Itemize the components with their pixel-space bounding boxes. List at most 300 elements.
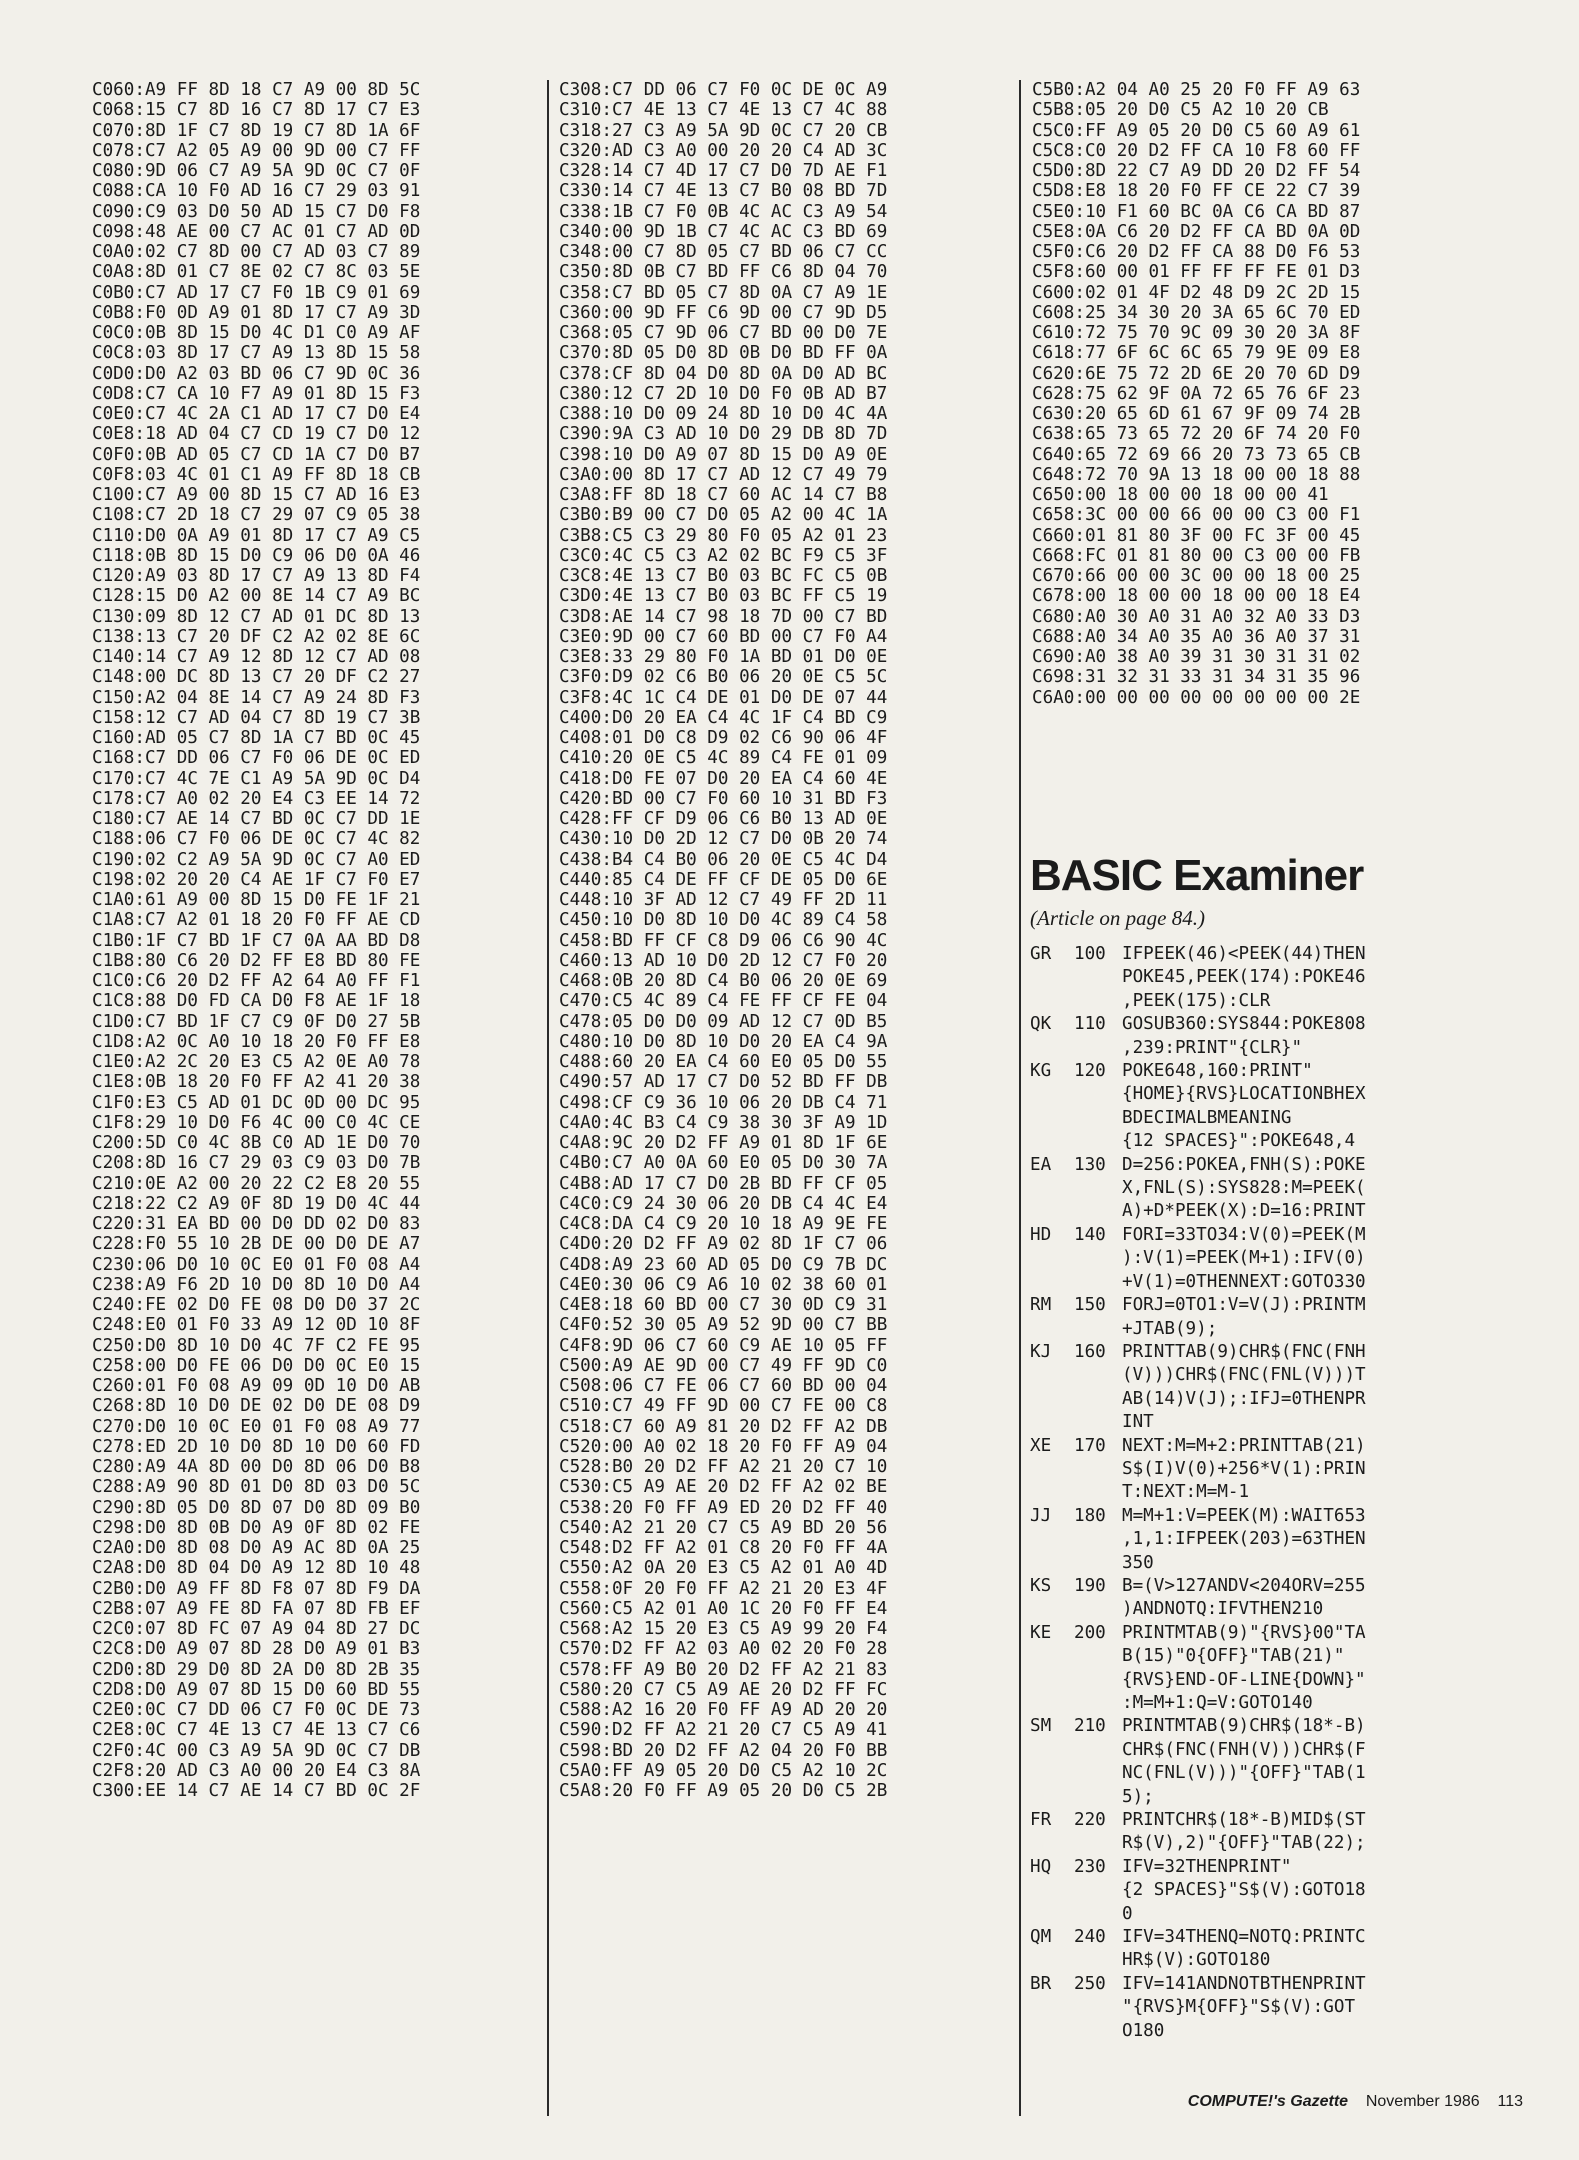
basic-line [1030, 1364, 1550, 1387]
hex-line: C0B8:F0 0D A9 01 8D 17 C7 A9 3D [92, 302, 421, 323]
hex-line: C0E8:18 AD 04 C7 CD 19 C7 D0 12 [92, 424, 421, 445]
line-number: 120 [1074, 1061, 1106, 1082]
hex-line: C370:8D 05 D0 8D 0B D0 BD FF 0A [559, 343, 888, 364]
hex-line: C270:D0 10 0C E0 01 F0 08 A9 77 [92, 1416, 421, 1437]
hex-line: C288:A9 90 8D 01 D0 8D 03 D0 5C [92, 1477, 421, 1498]
checksum [1030, 1411, 1074, 1434]
hex-line: C218:22 C2 A9 0F 8D 19 D0 4C 44 [92, 1193, 421, 1214]
hex-line: C6A0:00 00 00 00 00 00 00 00 2E [1032, 687, 1361, 708]
hex-line: C210:0E A2 00 20 22 C2 E8 20 55 [92, 1173, 421, 1194]
hex-line: C420:BD 00 C7 F0 60 10 31 BD F3 [559, 788, 888, 809]
checksum [1030, 1200, 1074, 1223]
hex-line: C4D0:20 D2 FF A9 02 8D 1F C7 06 [559, 1234, 888, 1255]
hex-line: C440:85 C4 DE FF CF DE 05 D0 6E [559, 869, 888, 890]
hex-line: C0F8:03 4C 01 C1 A9 FF 8D 18 CB [92, 464, 421, 485]
hex-line: C5B8:05 20 D0 C5 A2 10 20 CB [1032, 100, 1329, 121]
hex-line: C458:BD FF CF C8 D9 06 C6 90 4C [559, 930, 888, 951]
line-number: 110 [1074, 1014, 1106, 1035]
hex-line: C150:A2 04 8E 14 C7 A9 24 8D F3 [92, 687, 421, 708]
hex-line: C388:10 D0 09 24 8D 10 D0 4C 4A [559, 404, 888, 424]
hex-line: C188:06 C7 F0 06 DE 0C C7 4C 82 [92, 829, 421, 850]
line-code: B=(V>127ANDV<204ORV=255 [1122, 1575, 1366, 1596]
line-code: FORI=33TO34:V(0)=PEEK(M [1122, 1224, 1366, 1245]
hex-line: C4E8:18 60 BD 00 C7 30 0D C9 31 [559, 1295, 888, 1315]
hex-line: C1F0:E3 C5 AD 01 DC 0D 00 DC 95 [92, 1092, 421, 1113]
line-code: {RVS}END-OF-LINE{DOWN}" [1122, 1669, 1366, 1690]
line-number [1074, 1528, 1122, 1551]
line-code: {HOME}{RVS}LOCATIONBHEX [1122, 1084, 1366, 1105]
hex-line: C170:C7 4C 7E C1 A9 5A 9D 0C D4 [92, 768, 421, 789]
hex-line: C378:CF 8D 04 D0 8D 0A D0 AD BC [559, 363, 888, 384]
article-title: BASIC Examiner [1030, 851, 1364, 900]
hex-line: C598:BD 20 D2 FF A2 04 20 F0 BB [559, 1740, 888, 1761]
hex-line: C2C8:D0 A9 07 8D 28 D0 A9 01 B3 [92, 1639, 421, 1660]
basic-line [1030, 1154, 1550, 1177]
checksum [1030, 1645, 1074, 1668]
hex-line: C518:C7 60 A9 81 20 D2 FF A2 DB [559, 1416, 888, 1437]
basic-line [1030, 2020, 1550, 2043]
line-number [1074, 1739, 1122, 1762]
hex-line: C198:02 20 20 C4 AE 1F C7 F0 E7 [92, 869, 421, 890]
hex-line: C060:A9 FF 8D 18 C7 A9 00 8D 5C [92, 80, 421, 100]
line-number [1074, 1037, 1122, 1060]
hex-line: C330:14 C7 4E 13 C7 B0 08 BD 7D [559, 181, 888, 202]
line-code: 0 [1122, 1903, 1133, 1924]
basic-line [1030, 1622, 1550, 1645]
checksum [1030, 2020, 1074, 2043]
hex-line: C638:65 73 65 72 20 6F 74 20 F0 [1032, 424, 1361, 445]
line-code: )ANDNOTQ:IFVTHEN210 [1122, 1599, 1324, 1620]
line-number: 100 [1074, 944, 1106, 964]
line-number [1074, 1130, 1122, 1153]
hex-line: C538:20 F0 FF A9 ED 20 D2 FF 40 [559, 1497, 888, 1518]
footer-date: November 1986 [1365, 2093, 1480, 2110]
hex-line: C0F0:0B AD 05 C7 CD 1A C7 D0 B7 [92, 444, 421, 465]
hex-line: C3A0:00 8D 17 C7 AD 12 C7 49 79 [559, 464, 888, 485]
hex-line: C0A8:8D 01 C7 8E 02 C7 8C 03 5E [92, 262, 421, 283]
line-number [1074, 1411, 1122, 1434]
hex-line: C120:A9 03 8D 17 C7 A9 13 8D F4 [92, 566, 421, 586]
hex-line: C278:ED 2D 10 D0 8D 10 D0 60 FD [92, 1436, 421, 1457]
basic-line [1030, 1130, 1550, 1153]
hex-line: C1B0:1F C7 BD 1F C7 0A AA BD D8 [92, 930, 421, 951]
hex-line: C498:CF C9 36 10 06 20 DB C4 71 [559, 1092, 888, 1113]
hex-line: C648:72 70 9A 13 18 00 00 18 88 [1032, 464, 1361, 485]
checksum [1030, 1388, 1074, 1411]
hex-line: C250:D0 8D 10 D0 4C 7F C2 FE 95 [92, 1335, 421, 1356]
basic-line [1030, 1762, 1550, 1785]
hex-line: C468:0B 20 8D C4 B0 06 20 0E 69 [559, 971, 888, 991]
hex-line: C090:C9 03 D0 50 AD 15 C7 D0 F8 [92, 201, 421, 222]
hex-line: C4A0:4C B3 C4 C9 38 30 3F A9 1D [559, 1112, 888, 1133]
checksum: HQ [1030, 1856, 1052, 1877]
hex-line: C358:C7 BD 05 C7 8D 0A C7 A9 1E [559, 282, 888, 303]
hex-line: C478:05 D0 D0 09 AD 12 C7 0D B5 [559, 1011, 888, 1032]
basic-line [1030, 1435, 1550, 1458]
hex-line: C098:48 AE 00 C7 AC 01 C7 AD 0D [92, 221, 421, 242]
hex-line: C2D0:8D 29 D0 8D 2A D0 8D 2B 35 [92, 1659, 421, 1680]
hex-line: C0B0:C7 AD 17 C7 F0 1B C9 01 69 [92, 282, 421, 303]
hex-line: C200:5D C0 4C 8B C0 AD 1E D0 70 [92, 1133, 421, 1153]
hex-line: C328:14 C7 4D 17 C7 D0 7D AE F1 [559, 161, 888, 181]
line-code: 350 [1122, 1552, 1154, 1573]
hex-line: C208:8D 16 C7 29 03 C9 03 D0 7B [92, 1153, 421, 1174]
footer-page-number: 113 [1497, 2093, 1523, 2110]
checksum [1030, 1318, 1074, 1341]
basic-line [1030, 1271, 1550, 1294]
basic-line [1030, 1224, 1550, 1247]
basic-line [1030, 1575, 1550, 1598]
line-code: S$(I)V(0)+256*V(1):PRIN [1122, 1458, 1366, 1479]
hex-line: C690:A0 38 A0 39 31 30 31 31 02 [1032, 647, 1361, 667]
line-number: 240 [1074, 1927, 1106, 1948]
hex-line: C510:C7 49 FF 9D 00 C7 FE 00 C8 [559, 1396, 888, 1417]
checksum [1030, 1271, 1074, 1294]
hex-line: C1E8:0B 18 20 F0 FF A2 41 20 38 [92, 1072, 421, 1093]
hex-line: C140:14 C7 A9 12 8D 12 C7 AD 08 [92, 647, 421, 667]
footer-publication: COMPUTE!'s Gazette [1187, 2093, 1349, 2110]
hex-line: C0D8:C7 CA 10 F7 A9 01 8D 15 F3 [92, 383, 421, 404]
line-code: POKE45,PEEK(174):POKE46 [1122, 967, 1366, 988]
hex-line: C5F0:C6 20 D2 FF CA 88 D0 F6 53 [1032, 242, 1361, 262]
line-number: 170 [1074, 1435, 1106, 1456]
basic-line [1030, 1949, 1550, 1972]
hex-line: C490:57 AD 17 C7 D0 52 BD FF DB [559, 1072, 888, 1093]
hex-line: C2C0:07 8D FC 07 A9 04 8D 27 DC [92, 1619, 421, 1639]
hex-line: C268:8D 10 D0 DE 02 D0 DE 08 D9 [92, 1396, 421, 1417]
basic-line [1030, 1832, 1550, 1855]
hex-line: C3B8:C5 C3 29 80 F0 05 A2 01 23 [559, 525, 888, 546]
checksum [1030, 1879, 1074, 1902]
checksum: KJ [1030, 1341, 1052, 1362]
checksum [1030, 1996, 1074, 2019]
hex-line: C568:A2 15 20 E3 C5 A9 99 20 F4 [559, 1619, 888, 1639]
line-number: 210 [1074, 1716, 1106, 1737]
line-number [1074, 966, 1122, 989]
hex-line: C360:00 9D FF C6 9D 00 C7 9D D5 [559, 302, 888, 323]
basic-line [1030, 1692, 1550, 1715]
hex-line: C1B8:80 C6 20 D2 FF E8 BD 80 FE [92, 950, 421, 971]
hex-line: C2A8:D0 8D 04 D0 A9 12 8D 10 48 [92, 1558, 421, 1579]
hex-line: C2B8:07 A9 FE 8D FA 07 8D FB EF [92, 1598, 421, 1619]
hex-line: C4C8:DA C4 C9 20 10 18 A9 9E FE [559, 1214, 888, 1234]
checksum: XE [1030, 1435, 1052, 1456]
hex-line: C500:A9 AE 9D 00 C7 49 FF 9D C0 [559, 1355, 888, 1376]
hex-line: C148:00 DC 8D 13 C7 20 DF C2 27 [92, 667, 421, 688]
article-page-reference: (Article on page 84.) [1030, 906, 1205, 930]
hex-line: C558:0F 20 F0 FF A2 21 20 E3 4F [559, 1578, 888, 1599]
checksum: EA [1030, 1154, 1052, 1175]
hex-line: C640:65 72 69 66 20 73 73 65 CB [1032, 444, 1361, 465]
checksum [1030, 1037, 1074, 1060]
line-code: CHR$(FNC(FNH(V)))CHR$(F [1122, 1739, 1366, 1760]
line-code: M=M+1:V=PEEK(M):WAIT653 [1122, 1505, 1366, 1526]
hex-line: C650:00 18 00 00 18 00 00 41 [1032, 485, 1329, 505]
hex-line: C258:00 D0 FE 06 D0 D0 0C E0 15 [92, 1355, 421, 1376]
line-code: O180 [1122, 2020, 1165, 2041]
hex-line: C4C0:C9 24 30 06 20 DB C4 4C E4 [559, 1193, 888, 1214]
checksum [1030, 1177, 1074, 1200]
basic-line [1030, 1247, 1550, 1270]
hex-line: C108:C7 2D 18 C7 29 07 C9 05 38 [92, 505, 421, 526]
hex-line: C590:D2 FF A2 21 20 C7 C5 A9 41 [559, 1720, 888, 1741]
hex-line: C290:8D 05 D0 8D 07 D0 8D 09 B0 [92, 1497, 421, 1518]
hex-listing-column-1 [92, 80, 420, 1801]
hex-line: C240:FE 02 D0 FE 08 D0 D0 37 2C [92, 1295, 421, 1315]
page-footer [1188, 2093, 1523, 2111]
line-code: :M=M+1:Q=V:GOTO140 [1122, 1693, 1313, 1713]
hex-line: C688:A0 34 A0 35 A0 36 A0 37 31 [1032, 626, 1361, 647]
basic-examiner-listing [1030, 850, 1550, 2043]
line-code: IFV=32THENPRINT" [1122, 1856, 1292, 1877]
basic-line [1030, 966, 1550, 989]
hex-line: C4E0:30 06 C9 A6 10 02 38 60 01 [559, 1274, 888, 1295]
line-number: 220 [1074, 1810, 1106, 1831]
checksum [1030, 1762, 1074, 1785]
hex-line: C580:20 C7 C5 A9 AE 20 D2 FF FC [559, 1679, 888, 1700]
hex-line: C528:B0 20 D2 FF A2 21 20 C7 10 [559, 1457, 888, 1477]
hex-line: C2B0:D0 A9 FF 8D F8 07 8D F9 DA [92, 1578, 421, 1599]
line-code: ):V(1)=PEEK(M+1):IFV(0) [1122, 1248, 1366, 1269]
basic-program-lines [1030, 943, 1550, 2043]
checksum: HD [1030, 1224, 1052, 1245]
basic-line [1030, 1645, 1550, 1668]
hex-line: C4B8:AD 17 C7 D0 2B BD FF CF 05 [559, 1173, 888, 1194]
line-number [1074, 1107, 1122, 1130]
line-code: ,239:PRINT"{CLR}" [1122, 1037, 1303, 1058]
hex-line: C260:01 F0 08 A9 09 0D 10 D0 AB [92, 1376, 421, 1396]
hex-line: C088:CA 10 F0 AD 16 C7 29 03 91 [92, 181, 421, 202]
hex-line: C588:A2 16 20 F0 FF A9 AD 20 20 [559, 1700, 888, 1720]
line-code: B(15)"0{OFF}"TAB(21)" [1122, 1646, 1345, 1667]
hex-line: C1D8:A2 0C A0 10 18 20 F0 FF E8 [92, 1031, 421, 1052]
hex-line: C0A0:02 C7 8D 00 C7 AD 03 C7 89 [92, 242, 421, 262]
hex-line: C450:10 D0 8D 10 D0 4C 89 C4 58 [559, 910, 888, 931]
line-number [1074, 1692, 1122, 1715]
hex-line: C448:10 3F AD 12 C7 49 FF 2D 11 [559, 890, 888, 910]
line-number [1074, 1762, 1122, 1785]
basic-line [1030, 1669, 1550, 1692]
checksum: GR [1030, 944, 1052, 964]
hex-line: C3B0:B9 00 C7 D0 05 A2 00 4C 1A [559, 505, 888, 526]
line-code: X,FNL(S):SYS828:M=PEEK( [1122, 1178, 1366, 1199]
line-number [1074, 1247, 1122, 1270]
hex-line: C180:C7 AE 14 C7 BD 0C C7 DD 1E [92, 809, 421, 829]
hex-line: C3A8:FF 8D 18 C7 60 AC 14 C7 B8 [559, 485, 888, 505]
hex-line: C310:C7 4E 13 C7 4E 13 C7 4C 88 [559, 100, 888, 121]
checksum [1030, 1528, 1074, 1551]
hex-line: C070:8D 1F C7 8D 19 C7 8D 1A 6F [92, 120, 421, 141]
hex-line: C560:C5 A2 01 A0 1C 20 F0 FF E4 [559, 1598, 888, 1619]
hex-line: C530:C5 A9 AE 20 D2 FF A2 02 BE [559, 1477, 888, 1498]
basic-line [1030, 1926, 1550, 1949]
column-divider-2 [1019, 80, 1021, 2116]
line-number: 250 [1074, 1973, 1106, 1994]
hex-line: C4A8:9C 20 D2 FF A9 01 8D 1F 6E [559, 1133, 888, 1153]
line-code: +JTAB(9); [1122, 1318, 1218, 1339]
hex-line: C320:AD C3 A0 00 20 20 C4 AD 3C [559, 140, 888, 161]
hex-line: C628:75 62 9F 0A 72 65 76 6F 23 [1032, 383, 1361, 404]
hex-line: C398:10 D0 A9 07 8D 15 D0 A9 0E [559, 444, 888, 465]
hex-line: C678:00 18 00 00 18 00 00 18 E4 [1032, 586, 1361, 607]
basic-line [1030, 1552, 1550, 1575]
hex-line: C488:60 20 EA C4 60 E0 05 D0 55 [559, 1052, 888, 1072]
hex-line: C410:20 0E C5 4C 89 C4 FE 01 09 [559, 748, 888, 769]
hex-line: C5B0:A2 04 A0 25 20 F0 FF A9 63 [1032, 80, 1361, 100]
checksum: FR [1030, 1810, 1052, 1831]
line-code: HR$(V):GOTO180 [1122, 1950, 1271, 1971]
hex-line: C4F8:9D 06 C7 60 C9 AE 10 05 FF [559, 1335, 888, 1356]
hex-line: C300:EE 14 C7 AE 14 C7 BD 0C 2F [92, 1781, 421, 1801]
hex-line: C470:C5 4C 89 C4 FE FF CF FE 04 [559, 991, 888, 1012]
hex-line: C508:06 C7 FE 06 C7 60 BD 00 04 [559, 1376, 888, 1396]
checksum [1030, 1739, 1074, 1762]
line-number [1074, 1271, 1122, 1294]
hex-line: C238:A9 F6 2D 10 D0 8D 10 D0 A4 [92, 1274, 421, 1295]
hex-line: C080:9D 06 C7 A9 5A 9D 0C C7 0F [92, 161, 421, 181]
hex-line: C520:00 A0 02 18 20 F0 FF A9 04 [559, 1436, 888, 1457]
basic-line [1030, 1388, 1550, 1411]
hex-line: C2E0:0C C7 DD 06 C7 F0 0C DE 73 [92, 1700, 421, 1720]
hex-line: C5E8:0A C6 20 D2 FF CA BD 0A 0D [1032, 221, 1361, 242]
checksum [1030, 1130, 1074, 1153]
hex-line: C608:25 34 30 20 3A 65 6C 70 ED [1032, 302, 1361, 323]
checksum [1030, 990, 1074, 1013]
hex-line: C068:15 C7 8D 16 C7 8D 17 C7 E3 [92, 100, 421, 121]
basic-line [1030, 1200, 1550, 1223]
hex-line: C100:C7 A9 00 8D 15 C7 AD 16 E3 [92, 485, 421, 505]
line-number [1074, 1879, 1122, 1902]
hex-line: C670:66 00 00 3C 00 00 18 00 25 [1032, 566, 1361, 586]
hex-line: C3C8:4E 13 C7 B0 03 BC FC C5 0B [559, 566, 888, 586]
basic-line [1030, 1107, 1550, 1130]
line-number [1074, 1388, 1122, 1411]
line-number [1074, 1481, 1122, 1504]
hex-line: C348:00 C7 8D 05 C7 BD 06 C7 CC [559, 242, 888, 262]
hex-line: C158:12 C7 AD 04 C7 8D 19 C7 3B [92, 707, 421, 728]
basic-line [1030, 1013, 1550, 1036]
hex-line: C1A8:C7 A2 01 18 20 F0 FF AE CD [92, 910, 421, 931]
basic-line [1030, 943, 1550, 966]
hex-line: C428:FF CF D9 06 C6 B0 13 AD 0E [559, 809, 888, 829]
line-code: A)+D*PEEK(X):D=16:PRINT [1122, 1201, 1366, 1222]
line-code: 5); [1122, 1786, 1154, 1807]
hex-line: C3E8:33 29 80 F0 1A BD 01 D0 0E [559, 647, 888, 667]
hex-line: C540:A2 21 20 C7 C5 A9 BD 20 56 [559, 1517, 888, 1538]
hex-line: C2A0:D0 8D 08 D0 A9 AC 8D 0A 25 [92, 1538, 421, 1558]
hex-line: C5E0:10 F1 60 BC 0A C6 CA BD 87 [1032, 201, 1361, 222]
hex-line: C3E0:9D 00 C7 60 BD 00 C7 F0 A4 [559, 626, 888, 647]
hex-line: C190:02 C2 A9 5A 9D 0C C7 A0 ED [92, 849, 421, 870]
hex-line: C400:D0 20 EA C4 4C 1F C4 BD C9 [559, 707, 888, 728]
line-code: IFPEEK(46)<PEEK(44)THEN [1122, 944, 1366, 964]
line-number: 130 [1074, 1154, 1106, 1175]
checksum [1030, 1481, 1074, 1504]
hex-line: C5F8:60 00 01 FF FF FF FE 01 D3 [1032, 262, 1361, 283]
hex-line: C3F8:4C 1C C4 DE 01 D0 DE 07 44 [559, 687, 888, 708]
hex-line: C480:10 D0 8D 10 D0 20 EA C4 9A [559, 1031, 888, 1052]
line-number [1074, 2020, 1122, 2043]
checksum: BR [1030, 1973, 1052, 1994]
checksum [1030, 1598, 1074, 1621]
basic-line [1030, 1528, 1550, 1551]
basic-line [1030, 1411, 1550, 1434]
hex-line: C318:27 C3 A9 5A 9D 0C C7 20 CB [559, 120, 888, 141]
line-code: R$(V),2)"{OFF}"TAB(22); [1122, 1833, 1366, 1854]
basic-line [1030, 1037, 1550, 1060]
hex-line: C078:C7 A2 05 A9 00 9D 00 C7 FF [92, 140, 421, 161]
basic-line [1030, 1903, 1550, 1926]
hex-line: C368:05 C7 9D 06 C7 BD 00 D0 7E [559, 323, 888, 343]
line-code: (V)))CHR$(FNC(FNL(V)))T [1122, 1365, 1366, 1386]
hex-line: C128:15 D0 A2 00 8E 14 C7 A9 BC [92, 586, 421, 607]
line-code: IFV=34THENQ=NOTQ:PRINTC [1122, 1927, 1366, 1948]
hex-line: C5D0:8D 22 C7 A9 DD 20 D2 FF 54 [1032, 161, 1361, 181]
line-code: PRINTTAB(9)CHR$(FNC(FNH [1122, 1341, 1366, 1362]
basic-line [1030, 1715, 1550, 1738]
hex-line: C460:13 AD 10 D0 2D 12 C7 F0 20 [559, 950, 888, 971]
hex-line: C338:1B C7 F0 0B 4C AC C3 A9 54 [559, 201, 888, 222]
line-code: D=256:POKEA,FNH(S):POKE [1122, 1154, 1366, 1175]
basic-line [1030, 1294, 1550, 1317]
basic-line [1030, 1809, 1550, 1832]
basic-line [1030, 1318, 1550, 1341]
hex-line: C0C0:0B 8D 15 D0 4C D1 C0 A9 AF [92, 323, 421, 343]
line-number: 200 [1074, 1622, 1106, 1643]
line-number: 180 [1074, 1505, 1106, 1526]
line-code: IFV=141ANDNOTBTHENPRINT [1122, 1973, 1366, 1994]
hex-line: C2F0:4C 00 C3 A9 5A 9D 0C C7 DB [92, 1740, 421, 1761]
hex-line: C340:00 9D 1B C7 4C AC C3 BD 69 [559, 221, 888, 242]
hex-line: C1A0:61 A9 00 8D 15 D0 FE 1F 21 [92, 890, 421, 910]
checksum: QK [1030, 1014, 1052, 1035]
basic-line [1030, 1879, 1550, 1902]
line-number [1074, 1364, 1122, 1387]
column-divider-1 [547, 80, 549, 2116]
hex-line: C550:A2 0A 20 E3 C5 A2 01 A0 4D [559, 1558, 888, 1579]
line-number [1074, 1996, 1122, 2019]
hex-line: C230:06 D0 10 0C E0 01 F0 08 A4 [92, 1254, 421, 1275]
checksum [1030, 1903, 1074, 1926]
line-number [1074, 1598, 1122, 1621]
hex-line: C380:12 C7 2D 10 D0 F0 0B AD B7 [559, 383, 888, 404]
hex-line: C308:C7 DD 06 C7 F0 0C DE 0C A9 [559, 80, 888, 100]
line-code: BDECIMALBMEANING [1122, 1107, 1292, 1128]
checksum [1030, 1107, 1074, 1130]
line-number [1074, 1177, 1122, 1200]
line-code: PRINTCHR$(18*-B)MID$(ST [1122, 1810, 1366, 1831]
line-number: 160 [1074, 1341, 1106, 1362]
checksum: KE [1030, 1622, 1052, 1643]
line-code: GOSUB360:SYS844:POKE808 [1122, 1014, 1366, 1035]
hex-line: C5A0:FF A9 05 20 D0 C5 A2 10 2C [559, 1760, 888, 1781]
hex-line: C668:FC 01 81 80 00 C3 00 00 FB [1032, 545, 1361, 566]
checksum: SM [1030, 1716, 1052, 1737]
hex-line: C168:C7 DD 06 C7 F0 06 DE 0C ED [92, 748, 421, 769]
hex-line: C680:A0 30 A0 31 A0 32 A0 33 D3 [1032, 606, 1361, 627]
checksum [1030, 966, 1074, 989]
checksum [1030, 1083, 1074, 1106]
hex-line: C3C0:4C C5 C3 A2 02 BC F9 C5 3F [559, 545, 888, 566]
hex-line: C418:D0 FE 07 D0 20 EA C4 60 4E [559, 768, 888, 789]
hex-line: C570:D2 FF A2 03 A0 02 20 F0 28 [559, 1639, 888, 1660]
checksum [1030, 1692, 1074, 1715]
checksum [1030, 1364, 1074, 1387]
hex-line: C618:77 6F 6C 6C 65 79 9E 09 E8 [1032, 343, 1361, 364]
basic-line [1030, 1973, 1550, 1996]
hex-line: C280:A9 4A 8D 00 D0 8D 06 D0 B8 [92, 1457, 421, 1477]
checksum [1030, 1786, 1074, 1809]
